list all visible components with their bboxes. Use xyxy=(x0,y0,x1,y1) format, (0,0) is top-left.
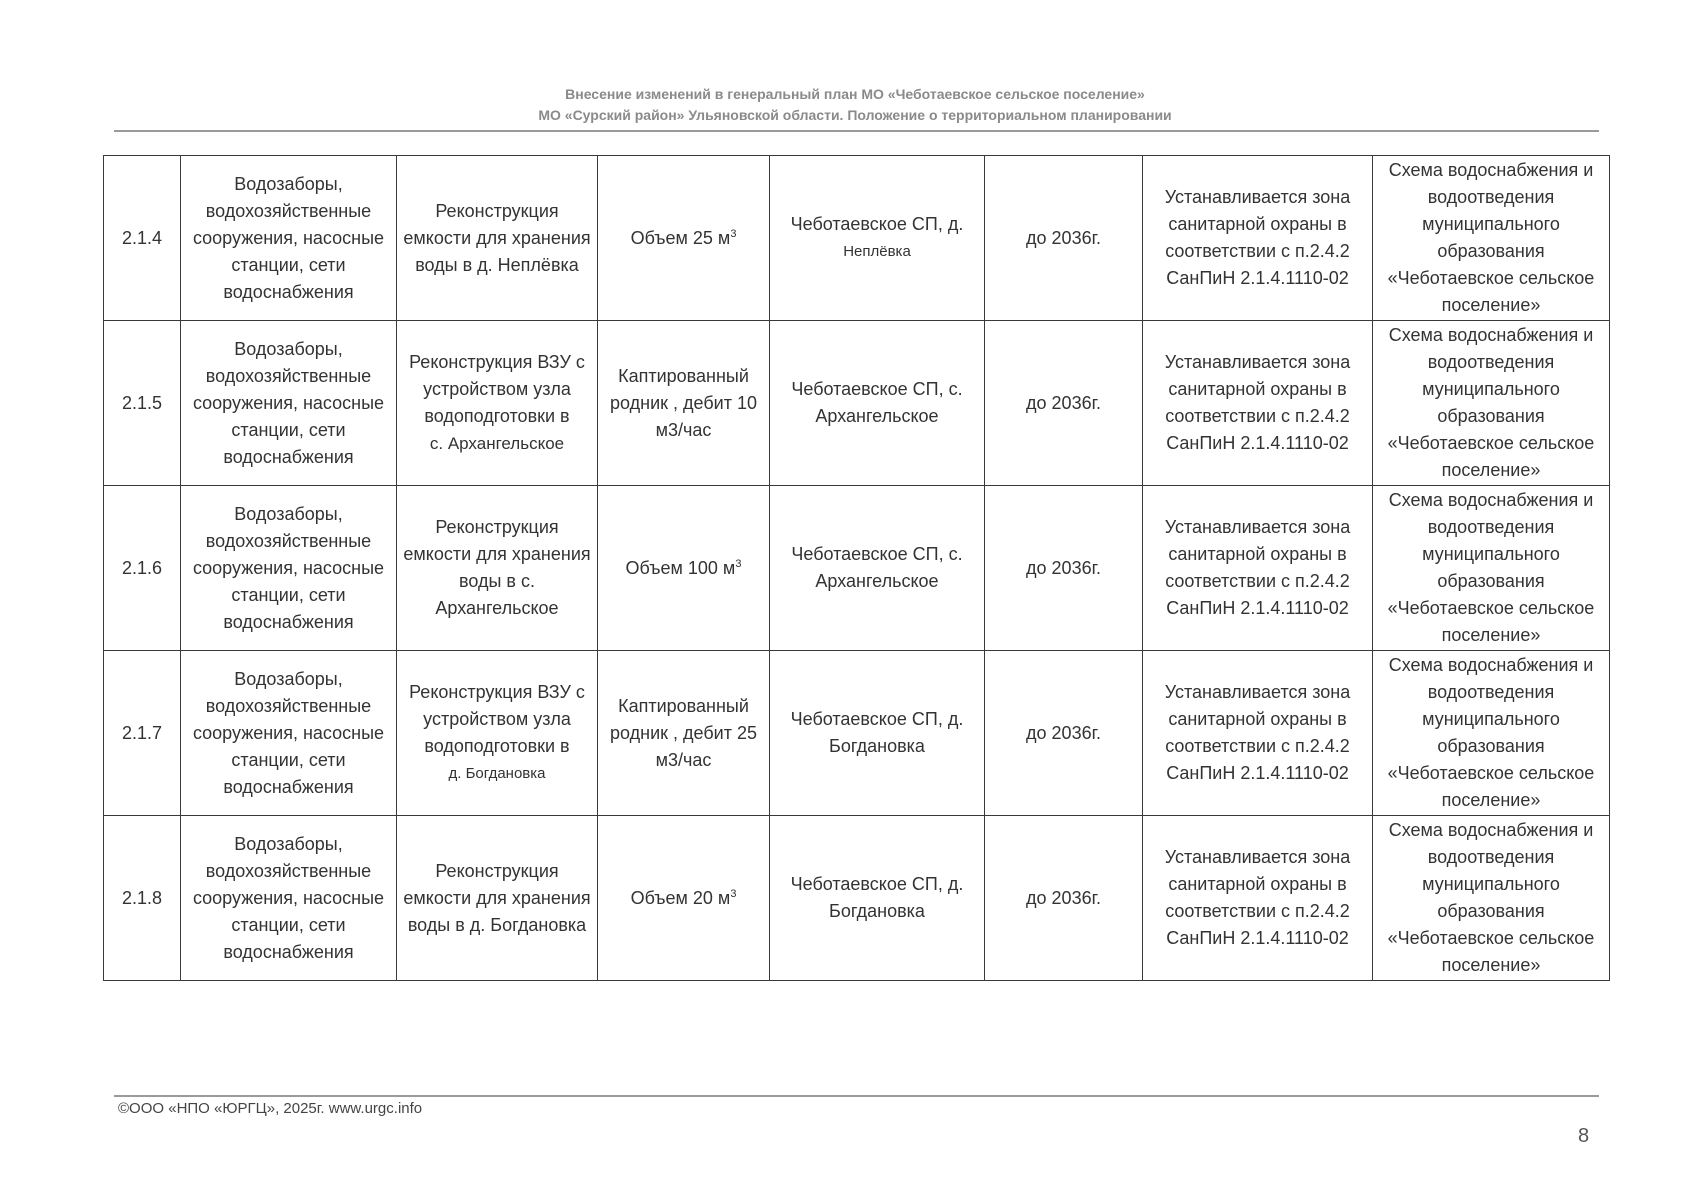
object-deadline: до 2036г. xyxy=(985,156,1143,321)
source-scheme: Схема водоснабжения и водоотведения муниципального образования «Чеботаевское сельское поселение» xyxy=(1373,321,1610,486)
row-number: 2.1.8 xyxy=(104,816,181,981)
capacity-superscript: 3 xyxy=(730,227,737,240)
object-action: Реконструкция емкости для хранения воды в с. Архангельское xyxy=(397,486,598,651)
object-type: Водозаборы, водохозяйственные сооружения, насосные станции, сети водоснабжения xyxy=(181,156,397,321)
table-row xyxy=(104,651,1610,816)
object-capacity: Каптированный родник , дебит 25 м3/час xyxy=(598,651,770,816)
object-capacity xyxy=(598,156,770,321)
header-divider xyxy=(114,130,1599,132)
table-row xyxy=(104,816,1610,981)
source-scheme: Схема водоснабжения и водоотведения муниципального образования «Чеботаевское сельское поселение» xyxy=(1373,816,1610,981)
table-row xyxy=(104,156,1610,321)
capacity-superscript: 3 xyxy=(730,887,737,900)
object-type: Водозаборы, водохозяйственные сооружения, насосные станции, сети водоснабжения xyxy=(181,321,397,486)
object-location: Чеботаевское СП, д. Богдановка xyxy=(770,651,985,816)
capacity-text: Объем 100 м xyxy=(625,557,736,578)
object-location: Чеботаевское СП, с. Архангельское xyxy=(770,321,985,486)
object-type: Водозаборы, водохозяйственные сооружения, насосные станции, сети водоснабжения xyxy=(181,651,397,816)
object-deadline: до 2036г. xyxy=(985,651,1143,816)
capacity-text: Объем 20 м xyxy=(630,887,731,908)
footer-copyright: ©ООО «НПО «ЮРГЦ», 2025г. www.urgc.info xyxy=(118,1100,423,1117)
location-line-2: Неплёвка xyxy=(843,243,911,260)
planning-table xyxy=(103,155,1610,981)
action-line-2: с. Архангельское xyxy=(429,434,565,453)
action-line-2: д. Богдановка xyxy=(448,765,546,782)
object-deadline: до 2036г. xyxy=(985,816,1143,981)
object-action: Реконструкция емкости для хранения воды в д. Неплёвка xyxy=(397,156,598,321)
object-location xyxy=(770,156,985,321)
protection-zone: Устанавливается зона санитарной охраны в соответствии с п.2.4.2 СанПиН 2.1.4.1110-02 xyxy=(1143,156,1373,321)
action-line-1: Реконструкция ВЗУ с устройством узла водоподготовки в xyxy=(409,682,585,756)
object-location: Чеботаевское СП, д. Богдановка xyxy=(770,816,985,981)
table-row xyxy=(104,486,1610,651)
row-number: 2.1.4 xyxy=(104,156,181,321)
header-line-2: МО «Сурский район» Ульяновской области. Положение о территориальном планировании xyxy=(538,107,1172,123)
page-header xyxy=(110,84,1600,126)
protection-zone: Устанавливается зона санитарной охраны в соответствии с п.2.4.2 СанПиН 2.1.4.1110-02 xyxy=(1143,816,1373,981)
object-deadline: до 2036г. xyxy=(985,321,1143,486)
object-location: Чеботаевское СП, с. Архангельское xyxy=(770,486,985,651)
header-line-1: Внесение изменений в генеральный план МО «Чеботаевское сельское поселение» xyxy=(565,86,1145,102)
object-capacity xyxy=(598,816,770,981)
object-capacity xyxy=(598,486,770,651)
row-number: 2.1.7 xyxy=(104,651,181,816)
row-number: 2.1.5 xyxy=(104,321,181,486)
location-line-1: Чеботаевское СП, д. xyxy=(790,214,964,234)
object-action xyxy=(397,321,598,486)
object-capacity: Каптированный родник , дебит 10 м3/час xyxy=(598,321,770,486)
object-deadline: до 2036г. xyxy=(985,486,1143,651)
capacity-text: Объем 25 м xyxy=(630,227,731,248)
row-number: 2.1.6 xyxy=(104,486,181,651)
page-number: 8 xyxy=(1578,1125,1590,1147)
protection-zone: Устанавливается зона санитарной охраны в соответствии с п.2.4.2 СанПиН 2.1.4.1110-02 xyxy=(1143,651,1373,816)
source-scheme: Схема водоснабжения и водоотведения муниципального образования «Чеботаевское сельское поселение» xyxy=(1373,156,1610,321)
object-type: Водозаборы, водохозяйственные сооружения, насосные станции, сети водоснабжения xyxy=(181,816,397,981)
object-action: Реконструкция емкости для хранения воды в д. Богдановка xyxy=(397,816,598,981)
source-scheme: Схема водоснабжения и водоотведения муниципального образования «Чеботаевское сельское поселение» xyxy=(1373,486,1610,651)
protection-zone: Устанавливается зона санитарной охраны в соответствии с п.2.4.2 СанПиН 2.1.4.1110-02 xyxy=(1143,321,1373,486)
object-action xyxy=(397,651,598,816)
object-type: Водозаборы, водохозяйственные сооружения, насосные станции, сети водоснабжения xyxy=(181,486,397,651)
table-row xyxy=(104,321,1610,486)
footer-divider xyxy=(114,1095,1599,1097)
source-scheme: Схема водоснабжения и водоотведения муниципального образования «Чеботаевское сельское поселение» xyxy=(1373,651,1610,816)
action-line-1: Реконструкция ВЗУ с устройством узла водоподготовки в xyxy=(409,352,585,426)
protection-zone: Устанавливается зона санитарной охраны в соответствии с п.2.4.2 СанПиН 2.1.4.1110-02 xyxy=(1143,486,1373,651)
capacity-superscript: 3 xyxy=(735,557,742,570)
